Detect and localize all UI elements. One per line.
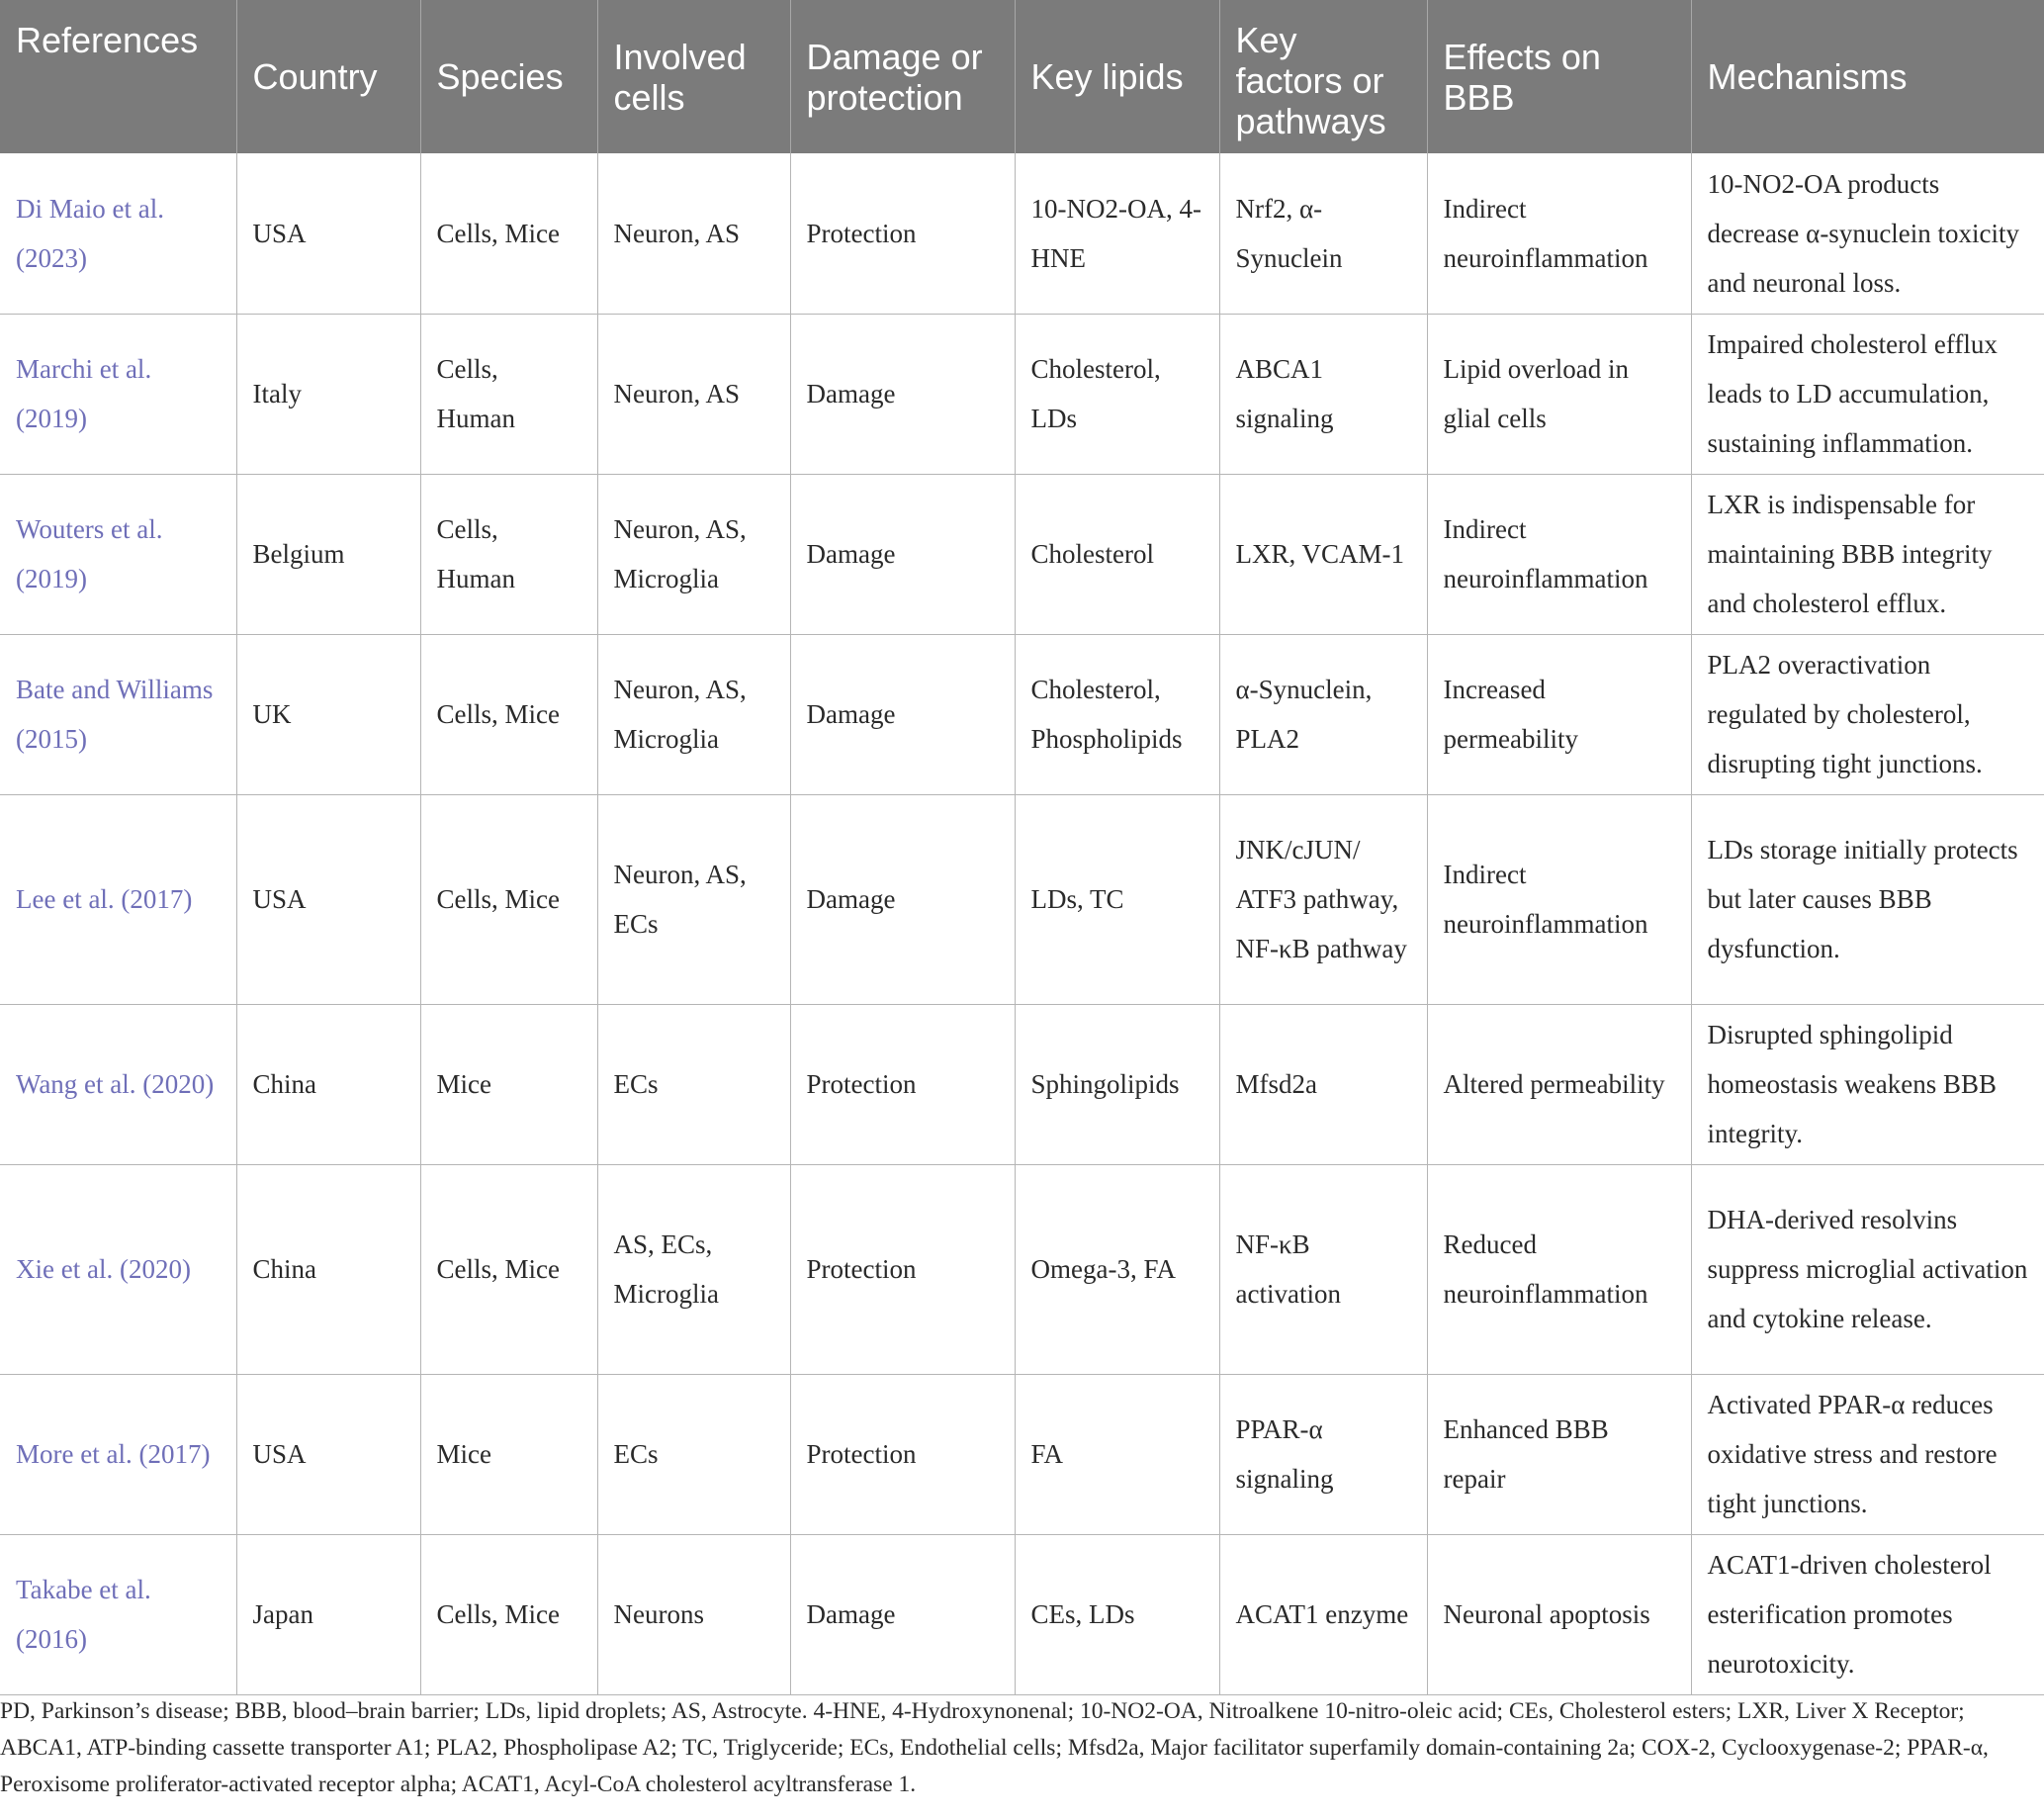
cell-involved-cells: ECs xyxy=(597,1374,790,1534)
cell-effects-on-bbb: Reduced neuroinflammation xyxy=(1427,1164,1691,1374)
cell-involved-cells: Neuron, AS, ECs xyxy=(597,794,790,1004)
table-row xyxy=(0,474,2044,634)
cell-effects-on-bbb: Indirect neuroinflammation xyxy=(1427,794,1691,1004)
cell-involved-cells: Neurons xyxy=(597,1534,790,1694)
table-row xyxy=(0,634,2044,794)
cell-country: Italy xyxy=(236,314,420,474)
cell-key-factors: Nrf2, α-Synuclein xyxy=(1219,153,1427,314)
column-header-involved-cells: Involved cells xyxy=(597,0,790,153)
cell-key-lipids: Cholesterol, Phospholipids xyxy=(1015,634,1219,794)
cell-key-lipids: LDs, TC xyxy=(1015,794,1219,1004)
cell-country: USA xyxy=(236,794,420,1004)
cell-mechanisms: LDs storage initially protects but later causes BBB dysfunction. xyxy=(1691,794,2044,1004)
cell-damage-or-protection: Protection xyxy=(790,153,1015,314)
cell-key-factors: Mfsd2a xyxy=(1219,1004,1427,1164)
column-header-key-lipids: Key lipids xyxy=(1015,0,1219,153)
cell-key-factors: α-Synuclein, PLA2 xyxy=(1219,634,1427,794)
table-row xyxy=(0,1004,2044,1164)
column-header-mechanisms: Mechanisms xyxy=(1691,0,2044,153)
cell-effects-on-bbb: Indirect neuroinflammation xyxy=(1427,474,1691,634)
cell-key-lipids: CEs, LDs xyxy=(1015,1534,1219,1694)
table-row xyxy=(0,1164,2044,1374)
cell-effects-on-bbb: Enhanced BBB repair xyxy=(1427,1374,1691,1534)
cell-species: Cells, Mice xyxy=(420,794,597,1004)
cell-involved-cells: Neuron, AS, Microglia xyxy=(597,634,790,794)
cell-involved-cells: Neuron, AS xyxy=(597,153,790,314)
cell-effects-on-bbb: Lipid overload in glial cells xyxy=(1427,314,1691,474)
column-header-damage-or-protection: Damage or protection xyxy=(790,0,1015,153)
cell-effects-on-bbb: Indirect neuroinflammation xyxy=(1427,153,1691,314)
cell-damage-or-protection: Damage xyxy=(790,794,1015,1004)
table-row xyxy=(0,794,2044,1004)
cell-damage-or-protection: Damage xyxy=(790,474,1015,634)
cell-damage-or-protection: Protection xyxy=(790,1004,1015,1164)
cell-mechanisms: LXR is indispensable for maintaining BBB integrity and cholesterol efflux. xyxy=(1691,474,2044,634)
cell-mechanisms: PLA2 overactivation regulated by cholesterol, disrupting tight junctions. xyxy=(1691,634,2044,794)
cell-species: Cells, Human xyxy=(420,314,597,474)
cell-key-factors: ABCA1 signaling xyxy=(1219,314,1427,474)
cell-involved-cells: AS, ECs, Microglia xyxy=(597,1164,790,1374)
reference-link[interactable]: Xie et al. (2020) xyxy=(0,1164,236,1374)
cell-damage-or-protection: Damage xyxy=(790,314,1015,474)
cell-mechanisms: Disrupted sphingolipid homeostasis weakens BBB integrity. xyxy=(1691,1004,2044,1164)
reference-link[interactable]: Marchi et al. (2019) xyxy=(0,314,236,474)
cell-involved-cells: Neuron, AS, Microglia xyxy=(597,474,790,634)
cell-key-lipids: Omega-3, FA xyxy=(1015,1164,1219,1374)
column-header-key-factors: Key factors or pathways xyxy=(1219,0,1427,153)
cell-country: Japan xyxy=(236,1534,420,1694)
reference-link[interactable]: Lee et al. (2017) xyxy=(0,794,236,1004)
cell-effects-on-bbb: Altered permeability xyxy=(1427,1004,1691,1164)
cell-damage-or-protection: Protection xyxy=(790,1374,1015,1534)
cell-species: Cells, Human xyxy=(420,474,597,634)
cell-effects-on-bbb: Increased permeability xyxy=(1427,634,1691,794)
cell-mechanisms: 10-NO2-OA products decrease α-synuclein toxicity and neuronal loss. xyxy=(1691,153,2044,314)
cell-country: USA xyxy=(236,153,420,314)
cell-country: Belgium xyxy=(236,474,420,634)
column-header-references: References xyxy=(0,0,236,153)
cell-country: China xyxy=(236,1164,420,1374)
cell-country: China xyxy=(236,1004,420,1164)
cell-species: Mice xyxy=(420,1374,597,1534)
cell-mechanisms: ACAT1-driven cholesterol esterification promotes neurotoxicity. xyxy=(1691,1534,2044,1694)
cell-damage-or-protection: Damage xyxy=(790,1534,1015,1694)
table-row xyxy=(0,1534,2044,1694)
cell-damage-or-protection: Protection xyxy=(790,1164,1015,1374)
table-row xyxy=(0,314,2044,474)
cell-key-lipids: Cholesterol xyxy=(1015,474,1219,634)
table-footnote: PD, Parkinson’s disease; BBB, blood–brain barrier; LDs, lipid droplets; AS, Astrocyte. 4-HNE, 4-Hydroxynonenal; 10-NO2-OA, Nitroalkene 10-nitro-oleic acid; CEs, Cholesterol esters; LXR, Liver X Receptor; ABCA1, ATP-binding cassette transporter A1; PLA2, Phospholipase A2; TC, Triglyceride; ECs, Endothelial cells; Mfsd2a, Major facilitator superfamily domain-containing 2a; COX-2, Cyclooxygenase-2; PPAR-α, Peroxisome proliferator-activated receptor alpha; ACAT1, Acyl-CoA cholesterol acyltransferase 1. xyxy=(0,1698,1989,1797)
cell-species: Cells, Mice xyxy=(420,1534,597,1694)
table-row xyxy=(0,153,2044,314)
cell-key-factors: PPAR-α signaling xyxy=(1219,1374,1427,1534)
column-header-effects-on-bbb: Effects on BBB xyxy=(1427,0,1691,153)
column-header-country: Country xyxy=(236,0,420,153)
reference-link[interactable]: More et al. (2017) xyxy=(0,1374,236,1534)
cell-country: USA xyxy=(236,1374,420,1534)
cell-country: UK xyxy=(236,634,420,794)
cell-mechanisms: Activated PPAR-α reduces oxidative stress and restore tight junctions. xyxy=(1691,1374,2044,1534)
cell-key-factors: LXR, VCAM-1 xyxy=(1219,474,1427,634)
cell-key-lipids: Cholesterol, LDs xyxy=(1015,314,1219,474)
cell-key-factors: NF-κB activation xyxy=(1219,1164,1427,1374)
cell-effects-on-bbb: Neuronal apoptosis xyxy=(1427,1534,1691,1694)
cell-damage-or-protection: Damage xyxy=(790,634,1015,794)
cell-species: Cells, Mice xyxy=(420,1164,597,1374)
cell-species: Cells, Mice xyxy=(420,153,597,314)
cell-mechanisms: Impaired cholesterol efflux leads to LD accumulation, sustaining inflammation. xyxy=(1691,314,2044,474)
cell-mechanisms: DHA-derived resolvins suppress microglial activation and cytokine release. xyxy=(1691,1164,2044,1374)
reference-link[interactable]: Bate and Williams (2015) xyxy=(0,634,236,794)
reference-link[interactable]: Di Maio et al. (2023) xyxy=(0,153,236,314)
cell-key-lipids: 10-NO2-OA, 4-HNE xyxy=(1015,153,1219,314)
cell-involved-cells: Neuron, AS xyxy=(597,314,790,474)
table-row xyxy=(0,1374,2044,1534)
cell-species: Cells, Mice xyxy=(420,634,597,794)
cell-key-lipids: Sphingolipids xyxy=(1015,1004,1219,1164)
cell-species: Mice xyxy=(420,1004,597,1164)
cell-key-factors: ACAT1 enzyme xyxy=(1219,1534,1427,1694)
reference-link[interactable]: Wang et al. (2020) xyxy=(0,1004,236,1164)
reference-link[interactable]: Wouters et al. (2019) xyxy=(0,474,236,634)
column-header-species: Species xyxy=(420,0,597,153)
cell-key-lipids: FA xyxy=(1015,1374,1219,1534)
cell-key-factors: JNK/cJUN/ ATF3 pathway, NF-κB pathway xyxy=(1219,794,1427,1004)
header-row xyxy=(0,0,2044,153)
reference-link[interactable]: Takabe et al. (2016) xyxy=(0,1534,236,1694)
cell-involved-cells: ECs xyxy=(597,1004,790,1164)
